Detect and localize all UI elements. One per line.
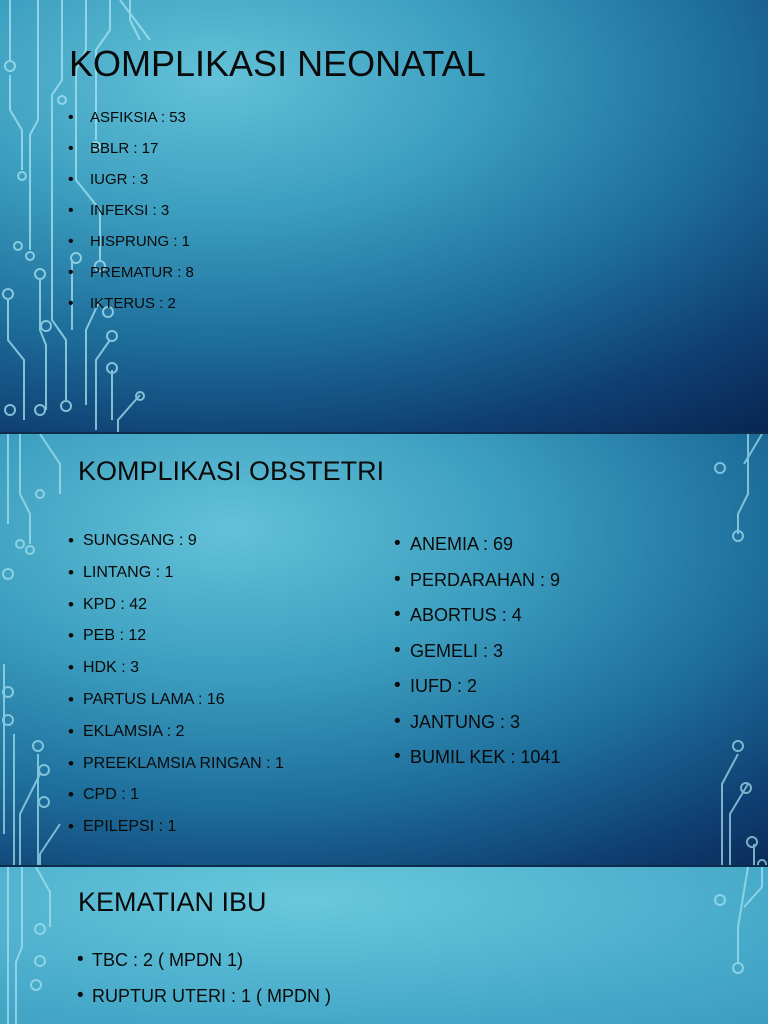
list-item: • ABORTUS : 4 [410, 604, 560, 640]
slide-title: KEMATIAN IBU [78, 887, 267, 917]
list-item: • BUMIL KEK : 1041 [410, 746, 560, 782]
circuit-decoration-left [0, 867, 60, 1024]
neonatal-list [90, 108, 194, 325]
list-item: • LINTANG : 1 [83, 563, 284, 595]
list-item: • PERDARAHAN : 9 [410, 569, 560, 605]
list-item: • ANEMIA : 69 [410, 533, 560, 569]
list-item: • HISPRUNG : 1 [90, 232, 194, 263]
list-item: • PARTUS LAMA : 16 [83, 690, 284, 722]
slide-title: KOMPLIKASI NEONATAL [69, 43, 486, 84]
kematian-ibu-list [92, 949, 331, 1021]
slide-title: KOMPLIKASI OBSTETRI [78, 456, 385, 486]
slide-neonatal [0, 0, 768, 432]
list-item: • KPD : 42 [83, 595, 284, 627]
list-item: • PREEKLAMSIA RINGAN : 1 [83, 754, 284, 786]
circuit-decoration-right [688, 867, 768, 1024]
list-item: • INFEKSI : 3 [90, 201, 194, 232]
list-item: • IUGR : 3 [90, 170, 194, 201]
obstetri-list-right [410, 533, 560, 782]
list-item: • BBLR : 17 [90, 139, 194, 170]
list-item: • PREMATUR : 8 [90, 263, 194, 294]
list-item: • EKLAMSIA : 2 [83, 722, 284, 754]
list-item: • EPILEPSI : 1 [83, 817, 284, 849]
list-item: • SUNGSANG : 9 [83, 531, 284, 563]
list-item: • IUFD : 2 [410, 675, 560, 711]
list-item: • ASFIKSIA : 53 [90, 108, 194, 139]
list-item: • RUPTUR UTERI : 1 ( MPDN ) [92, 985, 331, 1021]
list-item: • JANTUNG : 3 [410, 711, 560, 747]
list-item: • IKTERUS : 2 [90, 294, 194, 325]
list-item: • GEMELI : 3 [410, 640, 560, 676]
slide-kematian-ibu [0, 867, 768, 1024]
circuit-decoration-right [688, 434, 768, 865]
slide-obstetri [0, 434, 768, 865]
list-item: • PEB : 12 [83, 626, 284, 658]
list-item: • HDK : 3 [83, 658, 284, 690]
list-item: • TBC : 2 ( MPDN 1) [92, 949, 331, 985]
obstetri-list-left [83, 531, 284, 849]
list-item: • CPD : 1 [83, 785, 284, 817]
